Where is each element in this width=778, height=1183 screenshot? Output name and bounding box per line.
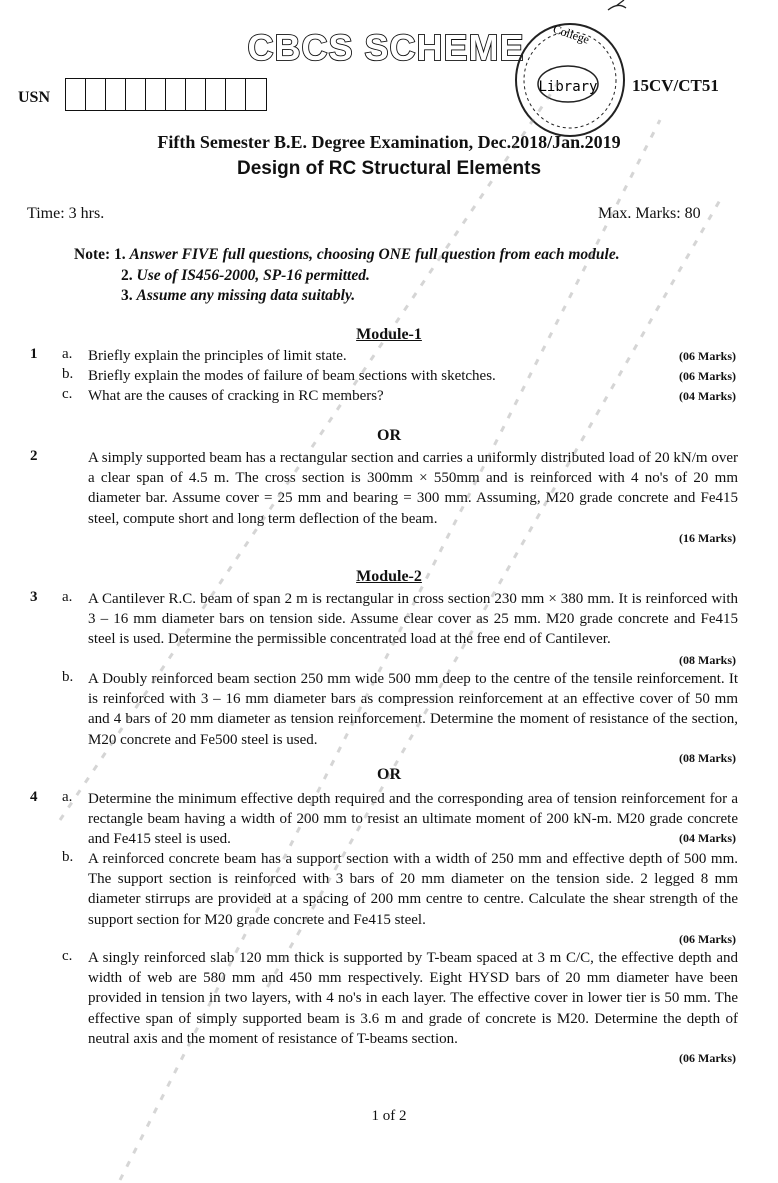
question-number: 1 xyxy=(30,346,38,362)
page-number: 1 of 2 xyxy=(371,1108,407,1124)
question-text: A Cantilever R.C. beam of span 2 m is rectangular in cross section 230 mm × 380 mm. It is reinforced with 3 – 16 mm diameter bars on tension side. Assume clear cover as 25 mm. M20 grade concrete and Fe415 steel is used. Determine the permissible concentrated load at the free end of Cantilever. xyxy=(88,591,738,648)
usn-box xyxy=(86,79,106,110)
question-text: Briefly explain the principles of limit state. xyxy=(88,348,347,364)
usn-label: USN xyxy=(18,89,51,106)
usn-box xyxy=(126,79,146,110)
note-3-num: 3. xyxy=(121,287,133,304)
or-divider: OR xyxy=(377,427,401,444)
question-number: 4 xyxy=(30,789,38,805)
marks-label: (06 Marks) xyxy=(679,349,736,363)
question-number: 2 xyxy=(30,448,38,464)
exam-title: Fifth Semester B.E. Degree Examination, Dec.2018/Jan.2019 xyxy=(157,132,621,152)
or-divider: OR xyxy=(377,766,401,783)
instructions-note xyxy=(74,245,620,307)
usn-box xyxy=(146,79,166,110)
usn-box xyxy=(206,79,226,110)
usn-box xyxy=(186,79,206,110)
marks-label: (04 Marks) xyxy=(679,831,736,845)
marks-label: (08 Marks) xyxy=(679,653,736,667)
note-3: Assume any missing data suitably. xyxy=(136,287,356,304)
svg-text:Library: Library xyxy=(538,79,598,95)
question-text: A Doubly reinforced beam section 250 mm wide 500 mm deep to the centre of the tensile reinforcement. It is reinforced with 3 – 16 mm diameter bars as compression reinforcement at an effective cover of 50 mm and 4 bars of 20 mm diameter as tension reinforcement. Determine the moment of resistance of the section, M20 concrete and Fe500 steel is used. xyxy=(88,671,738,748)
subject-title: Design of RC Structural Elements xyxy=(236,158,542,179)
marks-label: (06 Marks) xyxy=(679,932,736,946)
module-2-heading: Module-2 xyxy=(356,568,422,585)
marks-label: (08 Marks) xyxy=(679,751,736,765)
usn-box xyxy=(106,79,126,110)
subpart-label: c. xyxy=(62,386,73,402)
max-marks: Max. Marks: 80 xyxy=(598,205,701,222)
svg-text:CBCS SCHEME: CBCS SCHEME xyxy=(247,27,525,68)
question-text: Determine the minimum effective depth required and the corresponding area of tension reinforcement for a rectangle beam having a width of 200 mm to resist an ultimate moment of 200 kN-m. M20 grade concrete and Fe415 steel is used. xyxy=(88,791,738,848)
subpart-label: a. xyxy=(62,589,73,605)
subpart-label: a. xyxy=(62,346,73,362)
subpart-label: a. xyxy=(62,789,73,805)
subpart-label: b. xyxy=(62,849,74,865)
subpart-label: b. xyxy=(62,366,74,382)
usn-box xyxy=(246,79,266,110)
usn-boxes xyxy=(65,78,267,111)
usn-box xyxy=(226,79,246,110)
question-text: Briefly explain the modes of failure of beam sections with sketches. xyxy=(88,368,496,384)
question-text: What are the causes of cracking in RC members? xyxy=(88,388,384,404)
marks-label: (06 Marks) xyxy=(679,369,736,383)
svg-text:College: College xyxy=(551,21,592,47)
note-1: Answer FIVE full questions, choosing ONE full question from each module. xyxy=(129,246,620,263)
question-text: A singly reinforced slab 120 mm thick is supported by T-beam spaced at 3 m C/C, the effective depth and width of web are 580 mm and 450 mm respectively. Eight HYSD bars of 20 mm diameter have been provided in tension in two layers, with 4 no's in each layer. The effective cover in lower tier is 50 mm. The effective span of simply supported beam is 3.6 m and grade of concrete is M20. Determine the depth of neutral axis and the moment of resistance of T-beams section. xyxy=(88,950,738,1047)
subject-code: 15CV/CT51 xyxy=(632,76,719,95)
marks-label: (06 Marks) xyxy=(679,1051,736,1065)
question-number: 3 xyxy=(30,589,38,605)
note-2-num: 2. xyxy=(121,266,133,284)
usn-box xyxy=(166,79,186,110)
question-text: A simply supported beam has a rectangular section and carries a uniformly distributed load of 20 kN/m over a clear span of 4.5 m. The cross section is 300mm × 550mm and is reinforced with 4 no's of 20 mm diameter bar. Assume cover = 25 mm and bearing = 300 mm. Assuming, M20 grade concrete and Fe415 steel, compute short and long term deflection of the beam. xyxy=(88,450,738,527)
note-2: Use of IS456-2000, SP-16 permitted. xyxy=(136,266,370,284)
question-text: A reinforced concrete beam has a support section with a width of 250 mm and effective depth of 500 mm. The support section is reinforced with 3 bars of 20 mm diameter on the tension side. 2 legged 8 mm diameter stirrups are provided at a spacing of 200 mm centre to centre. Calculate the shear strength of the support section for M20 grade concrete and Fe415 steel. xyxy=(88,851,738,928)
module-1-heading: Module-1 xyxy=(356,326,422,343)
subpart-label: b. xyxy=(62,669,74,685)
time-allowed: Time: 3 hrs. xyxy=(27,205,105,222)
library-seal-stamp xyxy=(508,0,638,150)
marks-label: (04 Marks) xyxy=(679,389,736,403)
note-prefix: Note: 1. xyxy=(74,246,126,263)
subpart-label: c. xyxy=(62,948,73,964)
usn-box xyxy=(66,79,86,110)
cbcs-scheme-logo xyxy=(247,24,525,68)
marks-label: (16 Marks) xyxy=(679,531,736,545)
